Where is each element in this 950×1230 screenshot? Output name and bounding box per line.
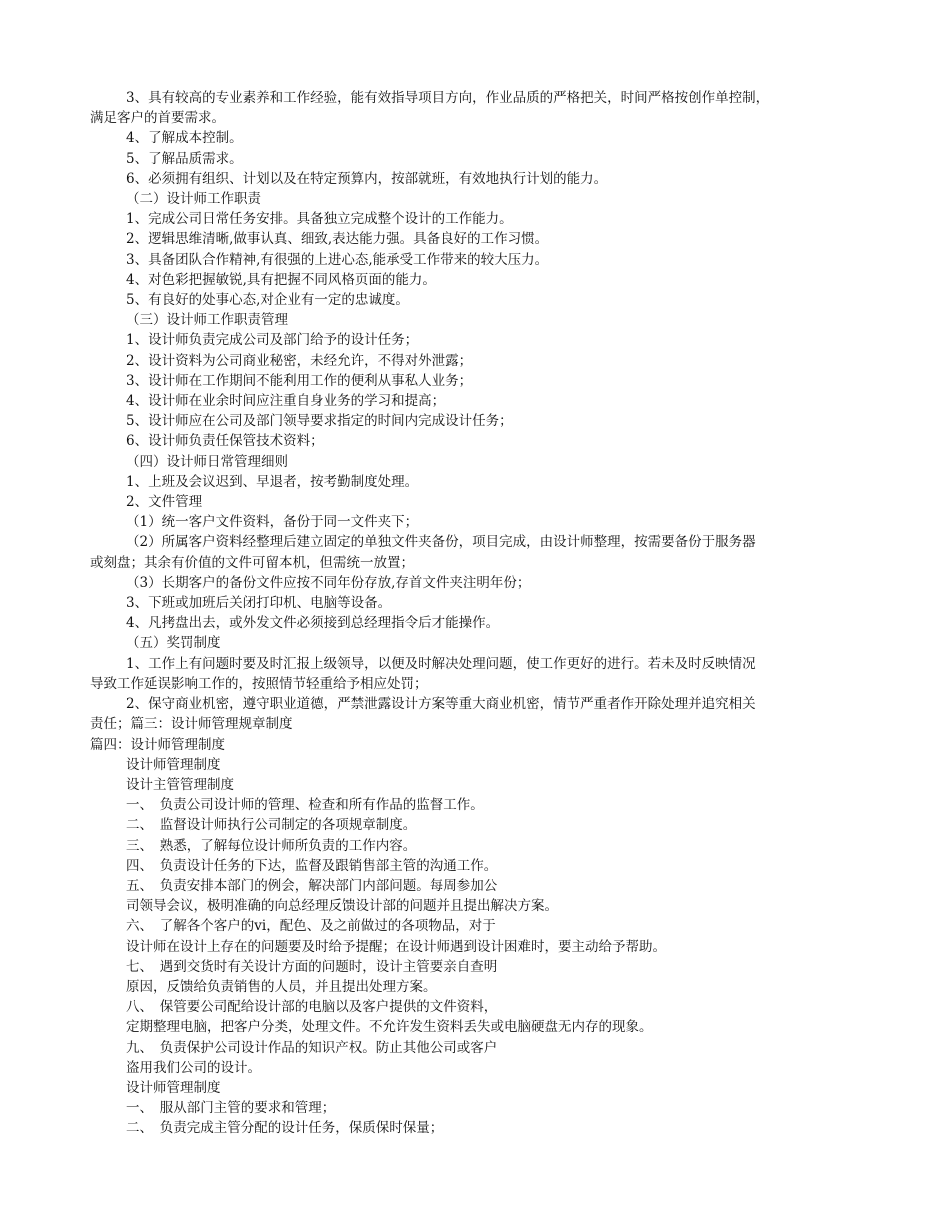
text-line: 四、 负责设计任务的下达，监督及跟销售部主管的沟通工作。 xyxy=(126,857,498,874)
text-line: 6、必须拥有组织、计划以及在特定预算内，按部就班，有效地执行计划的能力。 xyxy=(126,170,608,187)
text-line: 1、上班及会议迟到、早退者，按考勤制度处理。 xyxy=(126,473,419,490)
text-line: （3）长期客户的备份文件应按不同年份存放,存首文件夹注明年份； xyxy=(126,574,531,591)
text-line: 2、保守商业机密，遵守职业道德，严禁泄露设计方案等重大商业机密，情节严重者作开除处理并追究相关 xyxy=(126,696,756,713)
text-line: 五、 负责安排本部门的例会，解决部门内部问题。每周参加公 xyxy=(126,877,498,894)
text-line: 三、 熟悉，了解每位设计师所负责的工作内容。 xyxy=(126,837,417,854)
text-line: （三）设计师工作职责管理 xyxy=(126,312,288,329)
text-line: 3、具有较高的专业素养和工作经验，能有效指导项目方向，作业品质的严格把关，时间严格按创作单控制， xyxy=(126,90,770,106)
text-line: （五）奖罚制度 xyxy=(126,635,221,652)
text-line: 3、具备团队合作精神,有很强的上进心态,能承受工作带来的较大压力。 xyxy=(126,251,549,268)
text-line: 二、 负责完成主管分配的设计任务，保质保时保量； xyxy=(126,1120,444,1137)
text-line: 定期整理电脑，把客户分类，处理文件。不允许发生资料丢失或电脑硬盘无内存的现象。 xyxy=(126,1019,653,1036)
text-line: 或刻盘；其余有价值的文件可留本机，但需统一放置； xyxy=(90,554,414,571)
text-line: 设计主管管理制度 xyxy=(126,776,234,793)
text-line: 设计师管理制度 xyxy=(126,756,221,773)
text-line: 盗用我们公司的设计。 xyxy=(126,1059,261,1076)
text-line: 八、 保管要公司配给设计部的电脑以及客户提供的文件资料， xyxy=(126,999,498,1016)
text-line: 责任；篇三：设计师管理规章制度 xyxy=(90,716,293,733)
text-line: 1、完成公司日常任务安排。具备独立完成整个设计的工作能力。 xyxy=(126,211,513,228)
text-line: 3、设计师在工作期间不能利用工作的便利从事私人业务； xyxy=(126,372,473,389)
text-line: 设计师在设计上存在的问题要及时给予提醒；在设计师遇到设计困难时，要主动给予帮助。 xyxy=(126,938,666,955)
text-line: 一、 负责公司设计师的管理、检查和所有作品的监督工作。 xyxy=(126,797,484,814)
text-line: 1、设计师负责完成公司及部门给予的设计任务； xyxy=(126,332,419,349)
text-line: （四）设计师日常管理细则 xyxy=(126,453,288,470)
text-line: 九、 负责保护公司设计作品的知识产权。防止其他公司或客户 xyxy=(126,1039,498,1056)
text-line: 六、 了解各个客户的vi，配色、及之前做过的各项物品，对于 xyxy=(126,918,496,935)
text-line: 4、凡拷盘出去，或外发文件必须接到总经理指令后才能操作。 xyxy=(126,615,500,632)
text-line: 2、文件管理 xyxy=(126,494,203,511)
text-line: 二、 监督设计师执行公司制定的各项规章制度。 xyxy=(126,817,417,834)
text-line: 6、设计师负责任保管技术资料； xyxy=(126,433,324,450)
text-line: 满足客户的首要需求。 xyxy=(90,110,225,127)
text-line: 七、 遇到交货时有关设计方面的问题时，设计主管要亲自查明 xyxy=(126,958,498,975)
text-line: 3、下班或加班后关闭打印机、电脑等设备。 xyxy=(126,595,392,612)
text-line: 篇四：设计师管理制度 xyxy=(90,736,225,753)
text-line: 司领导会议，极明准确的向总经理反馈设计部的问题并且提出解决方案。 xyxy=(126,898,558,915)
text-line: （二）设计师工作职责 xyxy=(126,191,261,208)
text-line: 导致工作延误影响工作的，按照情节轻重给予相应处罚； xyxy=(90,675,428,692)
text-line: 设计师管理制度 xyxy=(126,1079,221,1096)
text-line: 原因，反馈给负责销售的人员，并且提出处理方案。 xyxy=(126,978,437,995)
text-line: 4、对色彩把握敏锐,具有把握不同风格页面的能力。 xyxy=(126,271,436,288)
text-line: （1）统一客户文件资料，备份于同一文件夹下； xyxy=(126,514,419,531)
text-line: 5、有良好的处事心态,对企业有一定的忠诚度。 xyxy=(126,292,409,309)
text-line: 4、设计师在业余时间应注重自身业务的学习和提高； xyxy=(126,393,446,410)
text-line: 5、设计师应在公司及部门领导要求指定的时间内完成设计任务； xyxy=(126,413,513,430)
text-line: 4、了解成本控制。 xyxy=(126,130,243,147)
text-line: 1、工作上有问题时要及时汇报上级领导，以便及时解决处理问题，使工作更好的进行。若未及时反映情况 xyxy=(126,655,756,672)
text-line: 一、 服从部门主管的要求和管理； xyxy=(126,1100,336,1117)
text-line: 2、设计资料为公司商业秘密，未经允许，不得对外泄露； xyxy=(126,352,473,369)
text-line: 2、逻辑思维清晰,做事认真、细致,表达能力强。具备良好的工作习惯。 xyxy=(126,231,549,248)
document-body xyxy=(0,88,950,1139)
text-line: 5、了解品质需求。 xyxy=(126,150,243,167)
text-line: （2）所属客户资料经整理后建立固定的单独文件夹备份，项目完成，由设计师整理，按需要备份于服务器 xyxy=(126,534,756,551)
